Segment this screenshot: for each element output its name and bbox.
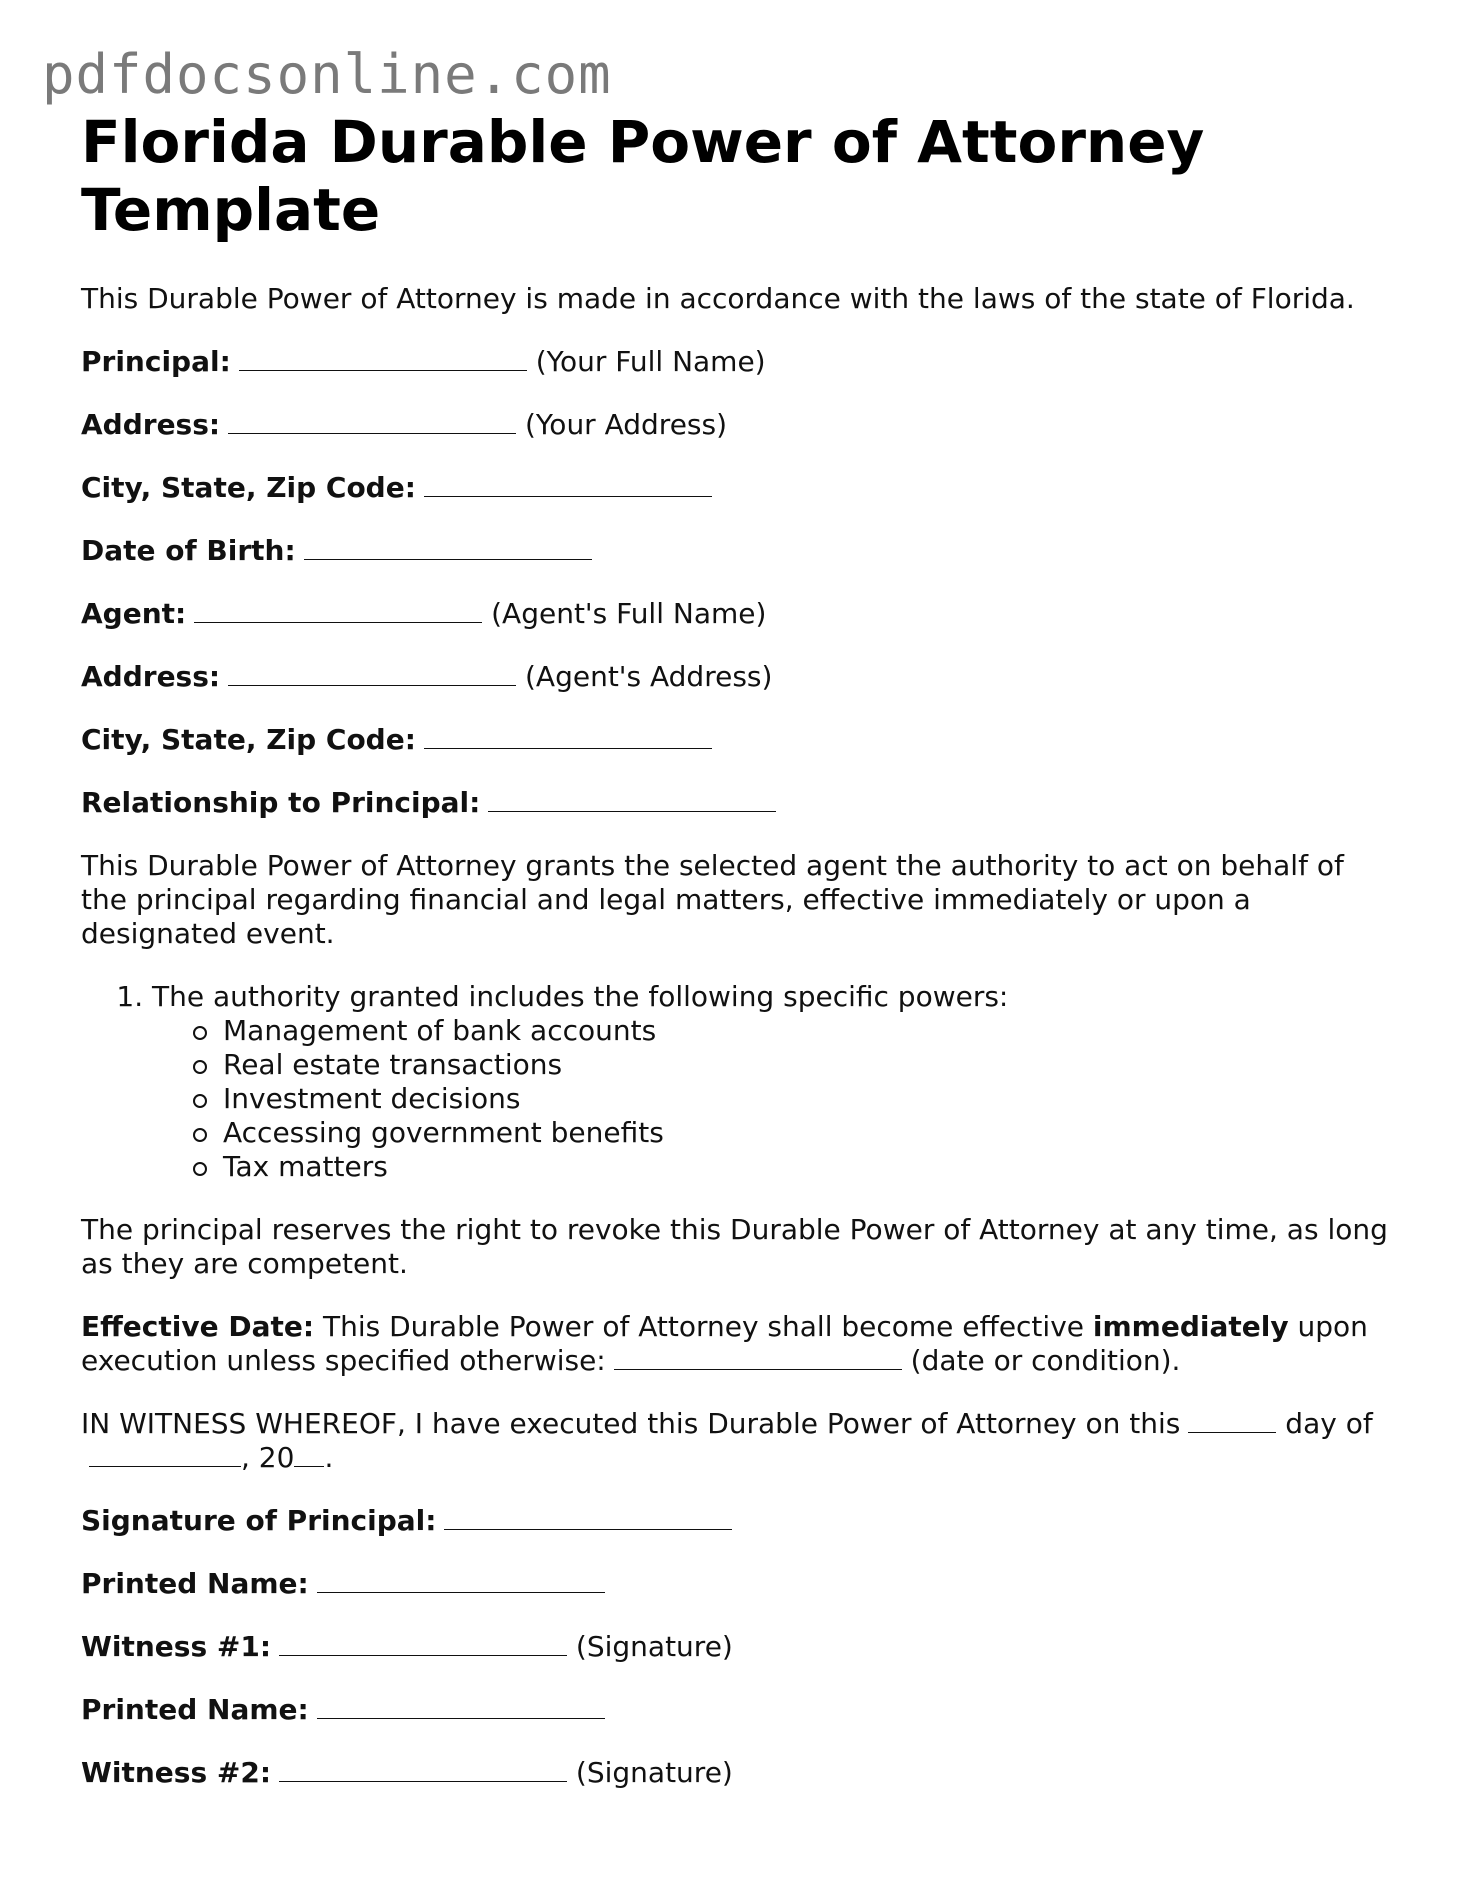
field-label: Signature of Principal: (81, 1504, 437, 1537)
effective-date-blank[interactable] (614, 1365, 902, 1370)
field-label: City, State, Zip Code: (81, 471, 416, 504)
field-hint: (Signature) (575, 1756, 733, 1789)
principal-name-blank[interactable] (239, 366, 527, 371)
principal-city-state-zip-field (81, 471, 1391, 505)
witness-1-printed-name-blank[interactable] (317, 1714, 605, 1719)
field-label: Witness #2: (81, 1756, 272, 1789)
witness-1-printed-name-field (81, 1693, 1391, 1727)
witness-2-signature-field (81, 1756, 1391, 1790)
effective-date-paragraph: Effective Date: This Durable Power of Attorney shall become effective immediately upon execution unless specified otherwise: (date or condition). (81, 1310, 1368, 1377)
field-hint: (Signature) (575, 1630, 733, 1663)
month-blank[interactable] (89, 1462, 241, 1467)
field-hint: (Agent's Address) (525, 660, 773, 693)
agent-name-blank[interactable] (194, 618, 482, 623)
agent-city-state-zip-field (81, 723, 1391, 757)
watermark: pdfdocsonline.com (42, 43, 612, 106)
relationship-blank[interactable] (488, 807, 776, 812)
circle-bullet-icon (193, 1026, 207, 1040)
year-blank[interactable] (294, 1462, 324, 1467)
witness-1-signature-blank[interactable] (279, 1651, 567, 1656)
principal-name-field (81, 345, 1391, 379)
field-label: Principal: (81, 345, 231, 378)
field-hint: (Your Full Name) (535, 345, 766, 378)
witness-clause: IN WITNESS WHEREOF, I have executed this Durable Power of Attorney on this day of, 20 . (81, 1407, 1373, 1474)
witness-1-signature-field (81, 1630, 1391, 1664)
field-label: Address: (81, 660, 221, 693)
agent-name-field (81, 597, 1391, 631)
day-blank[interactable] (1188, 1428, 1276, 1433)
principal-address-blank[interactable] (228, 429, 516, 434)
circle-bullet-icon (193, 1162, 207, 1176)
field-hint: (Your Address) (525, 408, 728, 441)
powers-intro: The authority granted includes the following specific powers: (152, 980, 1009, 1013)
field-label: Agent: (81, 597, 187, 630)
field-label: City, State, Zip Code: (81, 723, 416, 756)
power-item: Management of bank accounts (223, 1014, 1391, 1048)
powers-list-item (152, 980, 1391, 1184)
circle-bullet-icon (193, 1094, 207, 1108)
field-label: Printed Name: (81, 1693, 309, 1726)
powers-sublist (152, 1014, 1391, 1184)
powers-list (81, 980, 1391, 1184)
document-page (81, 108, 1391, 1790)
effective-date-label: Effective Date: (81, 1310, 315, 1343)
power-item: Real estate transactions (223, 1048, 1391, 1082)
power-item: Accessing government benefits (223, 1116, 1391, 1150)
agent-address-blank[interactable] (228, 681, 516, 686)
page-title: Florida Durable Power of Attorney Template (81, 108, 1205, 244)
principal-printed-name-field (81, 1567, 1391, 1601)
grant-paragraph: This Durable Power of Attorney grants the selected agent the authority to act on behalf of the principal regarding financial and legal matters, effective immediately or upon a designated event. (81, 849, 1344, 950)
principal-printed-name-blank[interactable] (317, 1588, 605, 1593)
principal-address-field (81, 408, 1391, 442)
principal-signature-blank[interactable] (444, 1525, 732, 1530)
relationship-field (81, 786, 1391, 820)
field-label: Date of Birth: (81, 534, 296, 567)
power-item: Investment decisions (223, 1082, 1391, 1116)
revoke-paragraph: The principal reserves the right to revoke this Durable Power of Attorney at any time, as long as they are competent. (81, 1213, 1388, 1280)
field-label: Printed Name: (81, 1567, 309, 1600)
field-label: Address: (81, 408, 221, 441)
agent-address-field (81, 660, 1391, 694)
effective-emphasis: immediately (1092, 1310, 1289, 1343)
principal-city-state-zip-blank[interactable] (424, 492, 712, 497)
field-label: Relationship to Principal: (81, 786, 481, 819)
intro-paragraph: This Durable Power of Attorney is made in accordance with the laws of the state of Florida. (81, 282, 1355, 315)
principal-dob-field (81, 534, 1391, 568)
field-label: Witness #1: (81, 1630, 272, 1663)
circle-bullet-icon (193, 1128, 207, 1142)
power-item: Tax matters (223, 1150, 1391, 1184)
circle-bullet-icon (193, 1060, 207, 1074)
principal-dob-blank[interactable] (304, 555, 592, 560)
witness-2-signature-blank[interactable] (279, 1777, 567, 1782)
agent-city-state-zip-blank[interactable] (424, 744, 712, 749)
field-hint: (Agent's Full Name) (491, 597, 767, 630)
principal-signature-field (81, 1504, 1391, 1538)
